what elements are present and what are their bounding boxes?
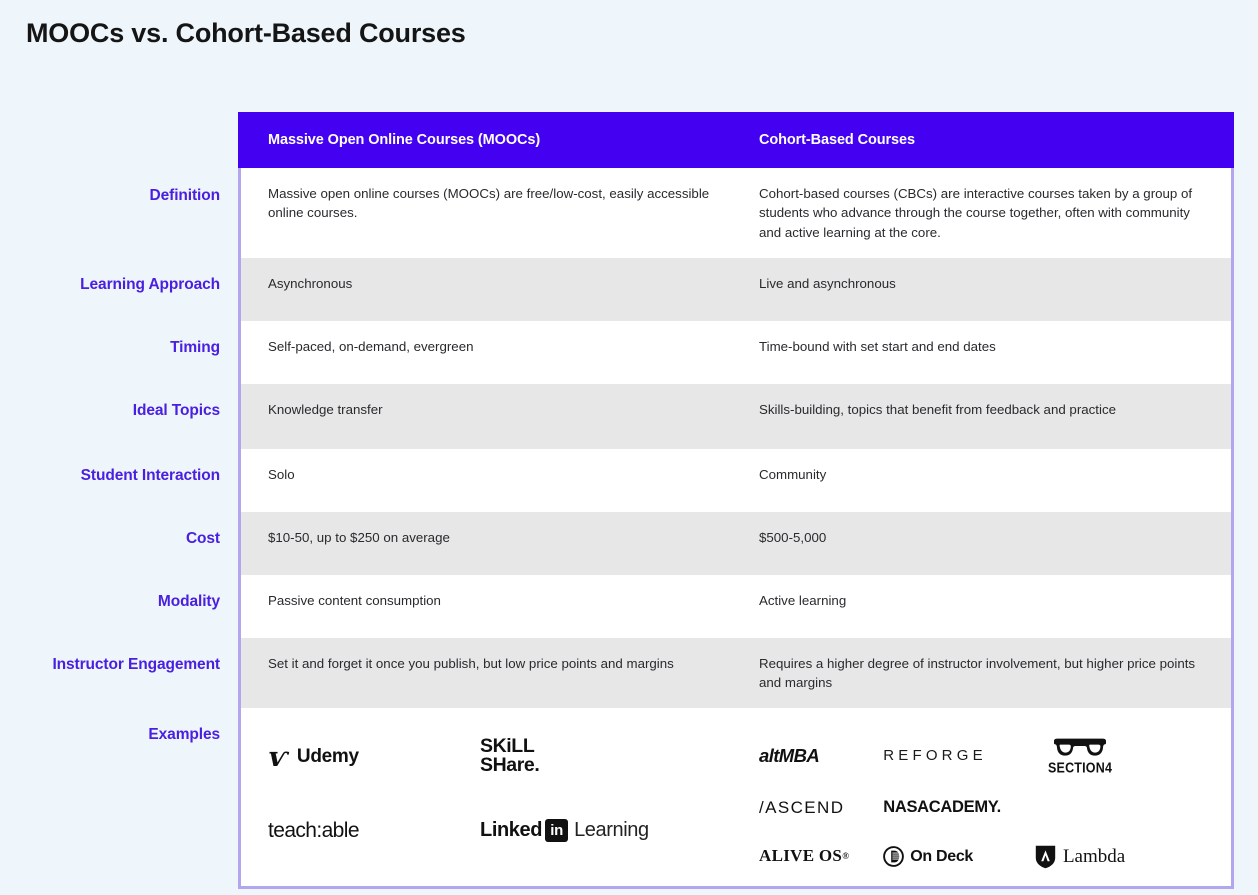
on-deck-mark-icon <box>883 846 904 867</box>
ascend-wordmark: /ASCEND <box>759 798 845 818</box>
cell-instructor-engagement-mooc: Set it and forget it once you publish, but low price points and margins <box>241 638 736 709</box>
reforge-wordmark: REFORGE <box>883 747 987 765</box>
cell-ideal-topics-cbc: Skills-building, topics that benefit from feedback and practice <box>736 384 1231 449</box>
cell-modality-cbc: Active learning <box>736 575 1231 638</box>
row-label-learning-approach: Learning Approach <box>0 258 238 321</box>
cell-examples-mooc <box>241 708 736 886</box>
linkedin-learning-word: Learning <box>574 819 649 842</box>
skillshare-logo <box>480 737 714 775</box>
page-title: MOOCs vs. Cohort-Based Courses <box>26 18 466 48</box>
nasacademy-logo <box>883 796 1001 820</box>
skillshare-line-1: SKiLL <box>480 735 535 758</box>
header-row-label-spacer <box>0 112 238 168</box>
registered-mark-icon: ® <box>842 851 850 862</box>
column-header-mooc: Massive Open Online Courses (MOOCs) <box>268 132 541 148</box>
lambda-wordmark: Lambda <box>1062 845 1126 867</box>
row-cells-modality <box>238 575 1234 638</box>
row-cells-timing <box>238 321 1234 384</box>
cell-definition-mooc: Massive open online courses (MOOCs) are free/low-cost, easily accessible online courses. <box>241 168 736 258</box>
row-label-cost: Cost <box>0 512 238 575</box>
altmba-wordmark: altMBA <box>759 744 820 766</box>
row-label-instructor-engagement: Instructor Engagement <box>0 638 238 709</box>
cell-ideal-topics-mooc: Knowledge transfer <box>241 384 736 449</box>
row-label-modality: Modality <box>0 575 238 638</box>
cell-examples-cbc <box>736 708 1231 886</box>
lambda-logo <box>1035 843 1125 871</box>
glasses-icon <box>1052 738 1108 760</box>
altmba-logo <box>759 743 849 770</box>
row-label-ideal-topics: Ideal Topics <box>0 384 238 449</box>
comparison-table <box>0 112 1234 889</box>
cell-definition-cbc: Cohort-based courses (CBCs) are interactive courses taken by a group of students who advance through the course together, often with community and active learning at the core. <box>736 168 1231 258</box>
row-cells-learning-approach <box>238 258 1234 321</box>
cell-learning-approach-mooc: Asynchronous <box>241 258 736 321</box>
nasacademy-wordmark: NASACADEMY. <box>883 798 1001 817</box>
reforge-logo <box>883 745 1001 767</box>
cell-student-interaction-cbc: Community <box>736 449 1231 512</box>
skillshare-line-2: SHare. <box>480 754 540 777</box>
row-cells-instructor-engagement <box>238 638 1234 709</box>
row-cells-cost <box>238 512 1234 575</box>
aliveos-wordmark: ALIVE OS <box>759 846 843 866</box>
cbc-logo-grid <box>759 728 1209 870</box>
cell-cost-cbc: $500-5,000 <box>736 512 1231 575</box>
mooc-logo-grid <box>268 728 714 846</box>
cell-cost-mooc: $10-50, up to $250 on average <box>241 512 736 575</box>
table-header-row <box>238 112 1234 168</box>
aliveos-logo <box>759 844 849 869</box>
cell-learning-approach-cbc: Live and asynchronous <box>736 258 1231 321</box>
cell-instructor-engagement-cbc: Requires a higher degree of instructor involvement, but higher price points and margins <box>736 638 1231 709</box>
ascend-logo <box>759 796 849 821</box>
row-label-definition: Definition <box>0 168 238 258</box>
section4-logo <box>1035 738 1125 774</box>
udemy-mark-icon: ѵ <box>268 741 288 773</box>
row-label-student-interaction: Student Interaction <box>0 449 238 512</box>
ondeck-logo <box>883 845 1001 868</box>
row-label-examples: Examples <box>0 708 238 889</box>
cell-timing-cbc: Time-bound with set start and end dates <box>736 321 1231 384</box>
shield-icon <box>1035 845 1056 869</box>
linkedin-learning-logo <box>480 816 714 845</box>
row-label-timing: Timing <box>0 321 238 384</box>
row-cells-student-interaction <box>238 449 1234 512</box>
udemy-logo <box>268 743 480 771</box>
linkedin-wordmark: Linked <box>480 819 543 842</box>
column-header-cbc: Cohort-Based Courses <box>759 132 915 148</box>
cell-timing-mooc: Self-paced, on-demand, evergreen <box>241 321 736 384</box>
udemy-wordmark: Udemy <box>296 745 359 767</box>
cell-modality-mooc: Passive content consumption <box>241 575 736 638</box>
cell-student-interaction-mooc: Solo <box>241 449 736 512</box>
section4-wordmark: SECTION4 <box>1048 759 1113 776</box>
row-cells-ideal-topics <box>238 384 1234 449</box>
teachable-logo <box>268 816 480 846</box>
ondeck-wordmark: On Deck <box>910 847 974 865</box>
teachable-wordmark: teach:able <box>268 818 359 842</box>
row-cells-definition <box>238 168 1234 258</box>
row-cells-examples <box>238 708 1234 889</box>
linkedin-in-badge-icon: in <box>545 819 568 842</box>
